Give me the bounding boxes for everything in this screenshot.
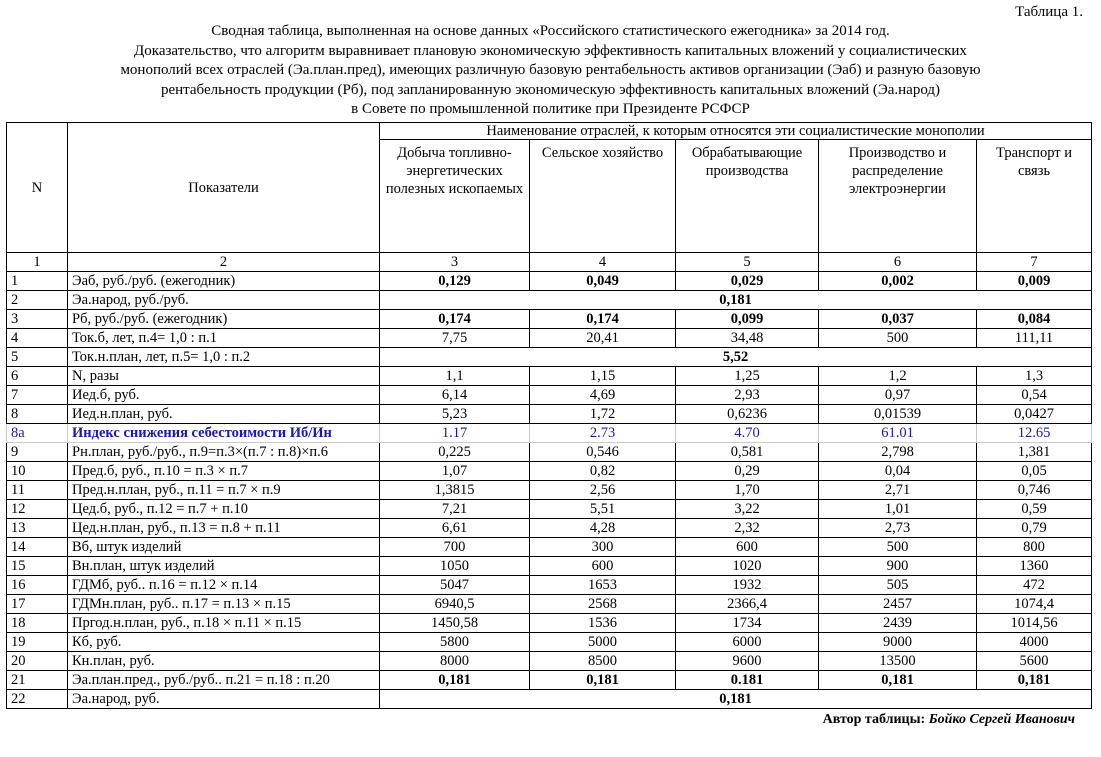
value-cell: 1,381	[977, 443, 1092, 462]
value-cell: 0,01539	[819, 405, 977, 424]
row-number: 3	[7, 310, 68, 329]
merged-value: 5,52	[380, 348, 1092, 367]
value-cell: 9000	[819, 633, 977, 652]
row-number: 10	[7, 462, 68, 481]
value-cell: 0,099	[676, 310, 819, 329]
value-cell: 7,21	[380, 500, 530, 519]
indicator-label: Пред.б, руб., п.10 = п.3 × п.7	[68, 462, 380, 481]
header-n: N	[7, 123, 68, 253]
value-cell: 2,73	[819, 519, 977, 538]
table-row	[7, 538, 1092, 557]
value-cell: 0,029	[676, 272, 819, 291]
indicator-label: Рб, руб./руб. (ежегодник)	[68, 310, 380, 329]
author-name: Бойко Сергей Иванович	[928, 712, 1075, 727]
header-industry: Обрабатывающие производства	[676, 140, 819, 253]
value-cell: 0,181	[819, 671, 977, 690]
value-cell: 2,56	[530, 481, 676, 500]
value-cell: 6000	[676, 633, 819, 652]
value-cell: 6,14	[380, 386, 530, 405]
value-cell: 4000	[977, 633, 1092, 652]
table-row	[7, 462, 1092, 481]
value-cell: 20,41	[530, 329, 676, 348]
table-row	[7, 329, 1092, 348]
row-number: 2	[7, 291, 68, 310]
value-cell: 61.01	[819, 424, 977, 443]
merged-value: 0,181	[380, 291, 1092, 310]
value-cell: 5,51	[530, 500, 676, 519]
value-cell: 1360	[977, 557, 1092, 576]
value-cell: 700	[380, 538, 530, 557]
table-body	[7, 272, 1092, 709]
indicator-label: N, разы	[68, 367, 380, 386]
row-number: 12	[7, 500, 68, 519]
value-cell: 1932	[676, 576, 819, 595]
column-number: 1	[7, 253, 68, 272]
value-cell: 2,32	[676, 519, 819, 538]
table-row	[7, 481, 1092, 500]
table-row	[7, 443, 1092, 462]
indicator-label: Ток.б, лет, п.4= 1,0 : п.1	[68, 329, 380, 348]
row-number: 6	[7, 367, 68, 386]
row-number: 5	[7, 348, 68, 367]
value-cell: 3,22	[676, 500, 819, 519]
value-cell: 1,15	[530, 367, 676, 386]
value-cell: 1,01	[819, 500, 977, 519]
value-cell: 0,581	[676, 443, 819, 462]
column-number: 4	[530, 253, 676, 272]
indicator-label: Вн.план, штук изделий	[68, 557, 380, 576]
indicator-label: Эа.народ, руб.	[68, 690, 380, 709]
value-cell: 4,69	[530, 386, 676, 405]
value-cell: 2,71	[819, 481, 977, 500]
row-number: 1	[7, 272, 68, 291]
indicator-label: ГДМб, руб.. п.16 = п.12 × п.14	[68, 576, 380, 595]
column-number: 3	[380, 253, 530, 272]
indicator-label: Эаб, руб./руб. (ежегодник)	[68, 272, 380, 291]
row-number: 18	[7, 614, 68, 633]
table-row	[7, 557, 1092, 576]
table-row	[7, 500, 1092, 519]
row-number: 21	[7, 671, 68, 690]
value-cell: 505	[819, 576, 977, 595]
indicator-label: Кб, руб.	[68, 633, 380, 652]
value-cell: 0,746	[977, 481, 1092, 500]
indicator-label: Кн.план, руб.	[68, 652, 380, 671]
table-row	[7, 367, 1092, 386]
row-number: 15	[7, 557, 68, 576]
value-cell: 0.181	[676, 671, 819, 690]
value-cell: 900	[819, 557, 977, 576]
value-cell: 5000	[530, 633, 676, 652]
value-cell: 1734	[676, 614, 819, 633]
table-row	[7, 690, 1092, 709]
value-cell: 12.65	[977, 424, 1092, 443]
value-cell: 472	[977, 576, 1092, 595]
value-cell: 2568	[530, 595, 676, 614]
value-cell: 500	[819, 329, 977, 348]
heading-line: Доказательство, что алгоритм выравнивает плановую экономическую эффективность капитальных вложений у социалистических	[134, 42, 967, 59]
indicator-label: Иед.б, руб.	[68, 386, 380, 405]
indicator-label: Эа.план.пред., руб./руб.. п.21 = п.18 : п.20	[68, 671, 380, 690]
row-number: 17	[7, 595, 68, 614]
indicator-label: ГДМн.план, руб.. п.17 = п.13 × п.15	[68, 595, 380, 614]
value-cell: 0,009	[977, 272, 1092, 291]
column-number: 2	[68, 253, 380, 272]
row-number: 4	[7, 329, 68, 348]
indicator-label: Ток.н.план, лет, п.5= 1,0 : п.2	[68, 348, 380, 367]
value-cell: 1,72	[530, 405, 676, 424]
value-cell: 1,2	[819, 367, 977, 386]
table-row	[7, 671, 1092, 690]
row-number: 14	[7, 538, 68, 557]
row-number: 8a	[7, 424, 68, 443]
indicator-label: Вб, штук изделий	[68, 538, 380, 557]
table-row	[7, 348, 1092, 367]
value-cell: 1450,58	[380, 614, 530, 633]
table-row	[7, 519, 1092, 538]
value-cell: 1074,4	[977, 595, 1092, 614]
value-cell: 1014,56	[977, 614, 1092, 633]
value-cell: 13500	[819, 652, 977, 671]
value-cell: 0,002	[819, 272, 977, 291]
indicator-label: Эа.народ, руб./руб.	[68, 291, 380, 310]
row-number: 20	[7, 652, 68, 671]
value-cell: 0,546	[530, 443, 676, 462]
table-row	[7, 576, 1092, 595]
table-row	[7, 614, 1092, 633]
indicator-label: Цед.н.план, руб., п.13 = п.8 + п.11	[68, 519, 380, 538]
table-row	[7, 291, 1092, 310]
value-cell: 600	[676, 538, 819, 557]
column-number: 5	[676, 253, 819, 272]
header-industry-group: Наименование отраслей, к которым относятся эти социалистические монополии	[380, 123, 1092, 140]
value-cell: 0,084	[977, 310, 1092, 329]
header-industry: Транспорт и связь	[977, 140, 1092, 253]
value-cell: 1020	[676, 557, 819, 576]
table-row	[7, 272, 1092, 291]
value-cell: 0,05	[977, 462, 1092, 481]
table-heading	[0, 22, 1101, 120]
value-cell: 1,1	[380, 367, 530, 386]
author-label: Автор таблицы:	[822, 712, 926, 727]
table-number: Таблица 1.	[1015, 4, 1083, 20]
row-number: 8	[7, 405, 68, 424]
summary-table	[6, 122, 1092, 709]
heading-line: рентабельность продукции (Рб), под запланированную экономическую эффективность капитальных вложений (Эа.народ)	[160, 81, 941, 98]
value-cell: 0,97	[819, 386, 977, 405]
value-cell: 0,181	[977, 671, 1092, 690]
table-row	[7, 386, 1092, 405]
table-row	[7, 633, 1092, 652]
value-cell: 0,181	[530, 671, 676, 690]
value-cell: 8000	[380, 652, 530, 671]
value-cell: 1.17	[380, 424, 530, 443]
value-cell: 5800	[380, 633, 530, 652]
value-cell: 1,70	[676, 481, 819, 500]
value-cell: 1,3815	[380, 481, 530, 500]
author-credit	[823, 712, 1075, 728]
header-industry: Производство и распределение электроэнергии	[819, 140, 977, 253]
value-cell: 4,28	[530, 519, 676, 538]
table-row	[7, 424, 1092, 443]
value-cell: 0,59	[977, 500, 1092, 519]
value-cell: 6940,5	[380, 595, 530, 614]
table-row	[7, 405, 1092, 424]
table-row	[7, 652, 1092, 671]
row-number: 7	[7, 386, 68, 405]
header-industry: Добыча топливно-энергетических полезных ископаемых	[380, 140, 530, 253]
value-cell: 0,049	[530, 272, 676, 291]
value-cell: 2439	[819, 614, 977, 633]
value-cell: 0,29	[676, 462, 819, 481]
row-number: 16	[7, 576, 68, 595]
value-cell: 0,0427	[977, 405, 1092, 424]
value-cell: 1,07	[380, 462, 530, 481]
value-cell: 300	[530, 538, 676, 557]
value-cell: 34,48	[676, 329, 819, 348]
value-cell: 800	[977, 538, 1092, 557]
value-cell: 1050	[380, 557, 530, 576]
value-cell: 0,037	[819, 310, 977, 329]
value-cell: 600	[530, 557, 676, 576]
value-cell: 4.70	[676, 424, 819, 443]
indicator-label: Индекс снижения себестоимости Иб/Ин	[68, 424, 380, 443]
value-cell: 9600	[676, 652, 819, 671]
value-cell: 1653	[530, 576, 676, 595]
row-number: 22	[7, 690, 68, 709]
heading-line: монополий всех отраслей (Эа.план.пред), имеющих различную базовую рентабельность активов организации (Эаб) и разную базовую	[120, 62, 981, 78]
value-cell: 111,11	[977, 329, 1092, 348]
value-cell: 0,6236	[676, 405, 819, 424]
indicator-label: Цед.б, руб., п.12 = п.7 + п.10	[68, 500, 380, 519]
value-cell: 1536	[530, 614, 676, 633]
header-industry: Сельское хозяйство	[530, 140, 676, 253]
value-cell: 5,23	[380, 405, 530, 424]
indicator-label: Рн.план, руб./руб., п.9=п.3×(п.7 : п.8)×п.6	[68, 443, 380, 462]
header-indicators: Показатели	[68, 123, 380, 253]
value-cell: 2457	[819, 595, 977, 614]
value-cell: 0,04	[819, 462, 977, 481]
value-cell: 1,25	[676, 367, 819, 386]
value-cell: 7,75	[380, 329, 530, 348]
indicator-label: Пргод.н.план, руб., п.18 × п.11 × п.15	[68, 614, 380, 633]
value-cell: 2,798	[819, 443, 977, 462]
heading-line: в Совете по промышленной политике при Президенте РСФСР	[351, 101, 750, 117]
table-row	[7, 310, 1092, 329]
value-cell: 0,79	[977, 519, 1092, 538]
value-cell: 2,93	[676, 386, 819, 405]
table-row	[7, 595, 1092, 614]
value-cell: 6,61	[380, 519, 530, 538]
value-cell: 2.73	[530, 424, 676, 443]
row-number: 11	[7, 481, 68, 500]
heading-line: Сводная таблица, выполненная на основе данных «Российского статистического ежегодника» за 2014 год.	[211, 23, 890, 39]
value-cell: 0,225	[380, 443, 530, 462]
value-cell: 5600	[977, 652, 1092, 671]
merged-value: 0,181	[380, 690, 1092, 709]
value-cell: 0,129	[380, 272, 530, 291]
value-cell: 500	[819, 538, 977, 557]
row-number: 19	[7, 633, 68, 652]
value-cell: 0,54	[977, 386, 1092, 405]
column-number: 6	[819, 253, 977, 272]
value-cell: 1,3	[977, 367, 1092, 386]
column-number: 7	[977, 253, 1092, 272]
indicator-label: Пред.н.план, руб., п.11 = п.7 × п.9	[68, 481, 380, 500]
row-number: 13	[7, 519, 68, 538]
row-number: 9	[7, 443, 68, 462]
value-cell: 0,181	[380, 671, 530, 690]
value-cell: 0,174	[380, 310, 530, 329]
value-cell: 8500	[530, 652, 676, 671]
value-cell: 0,174	[530, 310, 676, 329]
value-cell: 5047	[380, 576, 530, 595]
indicator-label: Иед.н.план, руб.	[68, 405, 380, 424]
value-cell: 2366,4	[676, 595, 819, 614]
value-cell: 0,82	[530, 462, 676, 481]
